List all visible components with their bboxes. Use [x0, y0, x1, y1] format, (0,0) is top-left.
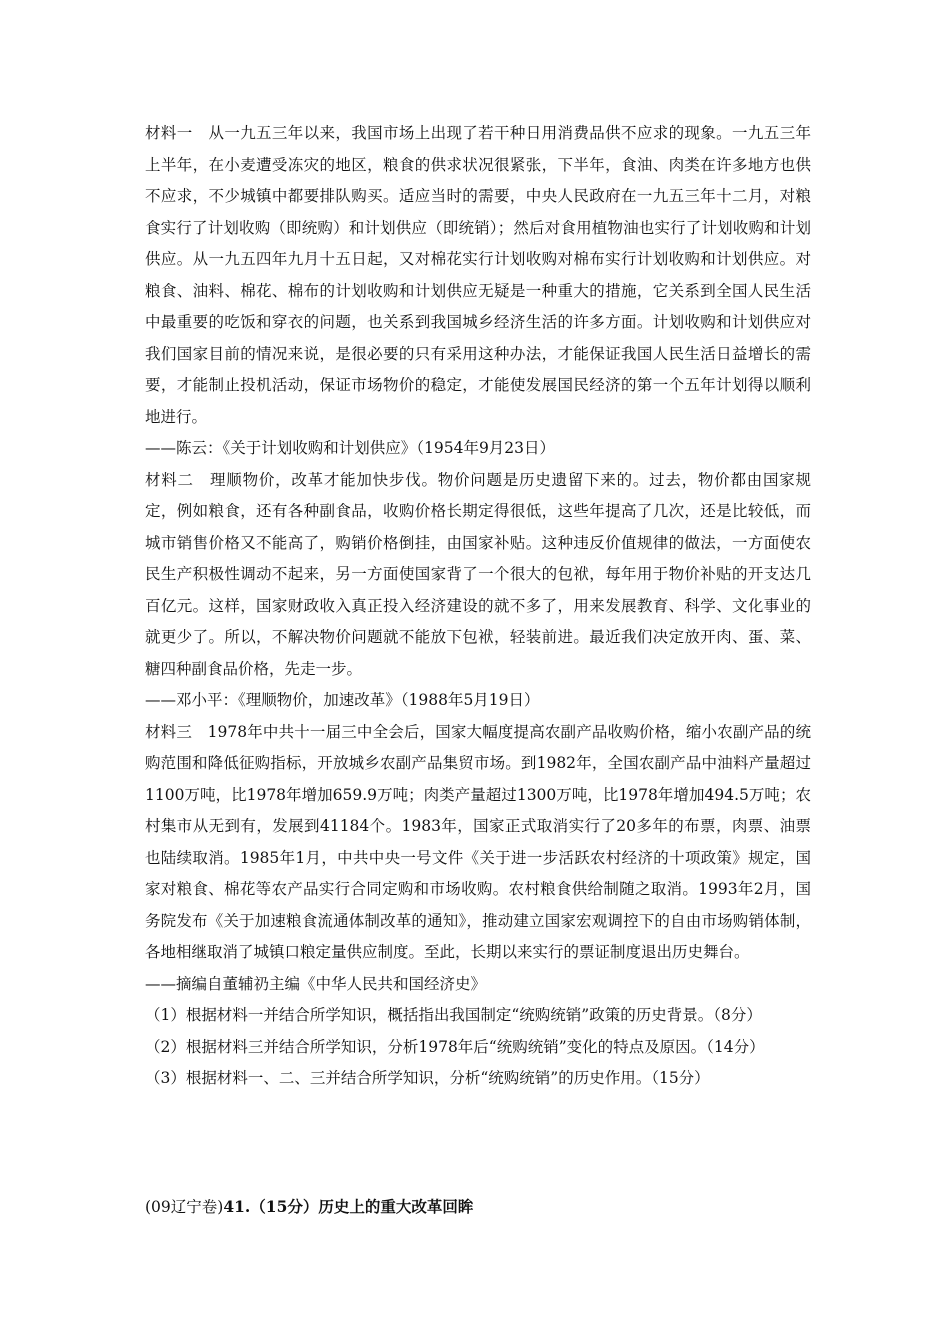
- question-item: （2）根据材料三并结合所学知识，分析1978年后“统购统销”变化的特点及原因。（14分）: [145, 1037, 765, 1056]
- material-three-text: 材料三 1978年中共十一届三中全会后，国家大幅度提高农副产品收购价格，缩小农副产品的统购范围和降低征购指标，开放城乡农副产品集贸市场。到1982年，全国农副产品中油料产量超过1100万吨，比1978年增加659.9万吨；肉类产量超过1300万吨，比1978年增加494.5万吨；农村集市从无到有，发展到41184个。1983年，国家正式取消实行了20多年的布票，肉票、油票也陆续取消。1985年1月，中共中央一号文件《关于进一步活跃农村经济的十项政策》规定，国家对粮食、棉花等农产品实行合同定购和市场收购。农村粮食供给制随之取消。1993年2月，国务院发布《关于加速粮食流通体制改革的通知》，推动建立国家宏观调控下的自由市场购销体制，各地相继取消了城镇口粮定量供应制度。至此，长期以来实行的票证制度退出历史舞台。: [145, 722, 811, 961]
- material-one-source: ——陈云：《关于计划收购和计划供应》（1954年9月23日）: [145, 439, 556, 457]
- question-item: （3）根据材料一、二、三并结合所学知识，分析“统购统销”的历史作用。（15分）: [145, 1069, 710, 1087]
- material-one: [145, 118, 811, 465]
- material-one-text: 材料一 从一九五三年以来，我国市场上出现了若干种日用消费品供不应求的现象。一九五三年上半年，在小麦遭受冻灾的地区，粮食的供求状况很紧张，下半年，食油、肉类在许多地方也供不应求，不少城镇中都要排队购买。适应当时的需要，中央人民政府在一九五三年十二月，对粮食实行了计划收购（即统购）和计划供应（即统销）；然后对食用植物油也实行了计划收购和计划供应。从一九五四年九月十五日起，又对棉花实行计划收购对棉布实行计划收购和计划供应。对粮食、油料、棉花、棉布的计划收购和计划供应无疑是一种重大的措施，它关系到全国人民生活中最重要的吃饭和穿衣的问题，也关系到我国城乡经济生活的许多方面。计划收购和计划供应对我们国家目前的情况来说，是很必要的只有采用这种办法，才能保证我国人民生活日益增长的需要，才能制止投机活动，保证市场物价的稳定，才能使发展国民经济的第一个五年计划得以顺利地进行。: [145, 124, 811, 426]
- next-question-heading: [145, 1196, 473, 1218]
- material-two-source: ——邓小平：《理顺物价，加速改革》（1988年5月19日）: [145, 691, 540, 709]
- document-body: [145, 118, 811, 1095]
- material-three-source: ——摘编自董辅礽主编《中华人民共和国经济史》: [145, 974, 487, 993]
- heading-source-tag: (09辽宁卷): [145, 1198, 224, 1216]
- question-item: （1）根据材料一并结合所学知识，概括指出我国制定“统购统销”政策的历史背景。（8分）: [145, 1006, 762, 1024]
- material-two: [145, 465, 811, 717]
- heading-title: 41.（15分）历史上的重大改革回眸: [223, 1197, 474, 1216]
- question-list: [145, 1000, 811, 1095]
- material-three: [145, 717, 811, 1001]
- material-two-text: 材料二 理顺物价，改革才能加快步伐。物价问题是历史遗留下来的。过去，物价都由国家规定，例如粮食，还有各种副食品，收购价格长期定得很低，这些年提高了几次，还是比较低，而城市销售价格又不能高了，购销价格倒挂，由国家补贴。这种违反价值规律的做法，一方面使农民生产积极性调动不起来，另一方面使国家背了一个很大的包袱，每年用于物价补贴的开支达几百亿元。这样，国家财政收入真正投入经济建设的就不多了，用来发展教育、科学、文化事业的就更少了。所以，不解决物价问题就不能放下包袱，轻装前进。最近我们决定放开肉、蛋、菜、糖四种副食品价格，先走一步。: [145, 470, 811, 678]
